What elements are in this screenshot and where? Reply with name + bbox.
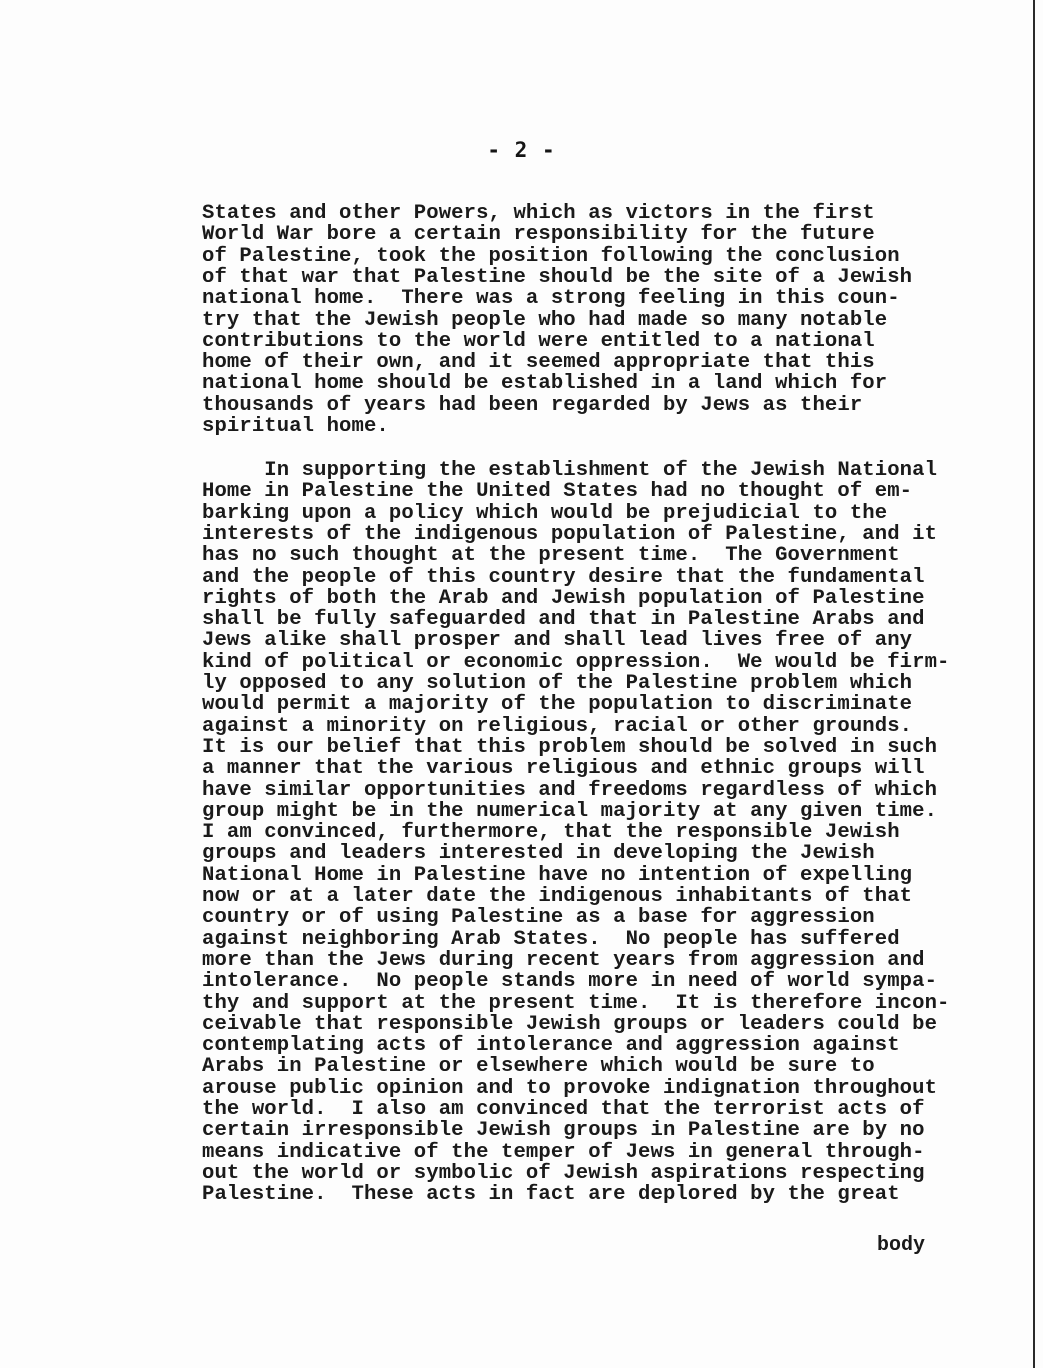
- text-line: certain irresponsible Jewish groups in Palestine are by no: [202, 1119, 925, 1143]
- text-line: States and other Powers, which as victors in the first: [202, 202, 875, 225]
- text-line: Jews alike shall prosper and shall lead lives free of any: [202, 629, 913, 653]
- text-line: country or of using Palestine as a base for aggression: [202, 906, 875, 930]
- text-line: National Home in Palestine have no intention of expelling: [202, 863, 913, 887]
- text-line: rights of both the Arab and Jewish population of Palestine: [202, 586, 925, 610]
- text-line: Palestine. These acts in fact are deplored by the great: [202, 1183, 900, 1207]
- text-line: national home should be established in a land which for: [202, 372, 888, 396]
- text-line: ly opposed to any solution of the Palestine problem which: [202, 672, 913, 695]
- text-line: World War bore a certain responsibility for the future: [202, 223, 875, 247]
- text-line: would permit a majority of the population to discriminate: [202, 693, 913, 717]
- text-line: Arabs in Palestine or elsewhere which would be sure to: [202, 1055, 875, 1079]
- text-line: thy and support at the present time. It is therefore incon-: [202, 991, 950, 1015]
- text-line: of that war that Palestine should be the site of a Jewish: [202, 265, 913, 289]
- text-line: kind of political or economic oppression. We would be firm-: [202, 650, 950, 674]
- text-line: against a minority on religious, racial or other grounds.: [202, 714, 913, 738]
- text-line: of Palestine, took the position following the conclusion: [202, 244, 900, 268]
- text-line: Home in Palestine the United States had no thought of em-: [202, 480, 913, 504]
- text-line: home of their own, and it seemed appropriate that this: [202, 351, 875, 375]
- text-line: In supporting the establishment of the Jewish National: [202, 459, 938, 482]
- text-line: arouse public opinion and to provoke indignation throughout: [202, 1076, 938, 1100]
- text-line: more than the Jews during recent years from aggression and: [202, 948, 925, 972]
- text-line: national home. There was a strong feeling in this coun-: [202, 287, 900, 311]
- text-line: shall be fully safeguarded and that in Palestine Arabs and: [202, 608, 925, 632]
- text-line: thousands of years had been regarded by Jews as their: [202, 393, 863, 417]
- text-line: barking upon a policy which would be prejudicial to the: [202, 501, 888, 525]
- text-line: try that the Jewish people who had made so many notable: [202, 308, 888, 332]
- text-line: a manner that the various religious and ethnic groups will: [202, 757, 925, 781]
- text-line: groups and leaders interested in developing the Jewish: [202, 842, 875, 866]
- text-line: means indicative of the temper of Jews in general through-: [202, 1140, 925, 1164]
- catchword: body: [877, 1234, 926, 1257]
- page-number: - 2 -: [487, 138, 556, 162]
- text-line: against neighboring Arab States. No people has suffered: [202, 927, 900, 951]
- text-line: now or at a later date the indigenous inhabitants of that: [202, 885, 913, 908]
- page-edge: [1033, 0, 1035, 1368]
- text-line: group might be in the numerical majority at any given time.: [202, 799, 938, 823]
- text-line: the world. I also am convinced that the terrorist acts of: [202, 1098, 925, 1121]
- text-line: intolerance. No people stands more in need of world sympa-: [202, 970, 938, 994]
- text-line: I am convinced, furthermore, that the responsible Jewish: [202, 821, 900, 845]
- text-line: contemplating acts of intolerance and aggression against: [202, 1034, 900, 1058]
- text-line: have similar opportunities and freedoms regardless of which: [202, 778, 938, 802]
- text-line: and the people of this country desire that the fundamental: [202, 565, 925, 589]
- text-line: interests of the indigenous population of Palestine, and it: [202, 522, 938, 546]
- text-line: out the world or symbolic of Jewish aspirations respecting: [202, 1161, 925, 1185]
- text-line: It is our belief that this problem should be solved in such: [202, 735, 938, 759]
- text-line: spiritual home.: [202, 415, 389, 438]
- text-line: ceivable that responsible Jewish groups or leaders could be: [202, 1012, 938, 1036]
- text-line: has no such thought at the present time. The Government: [202, 544, 900, 568]
- text-line: contributions to the world were entitled to a national: [202, 329, 875, 353]
